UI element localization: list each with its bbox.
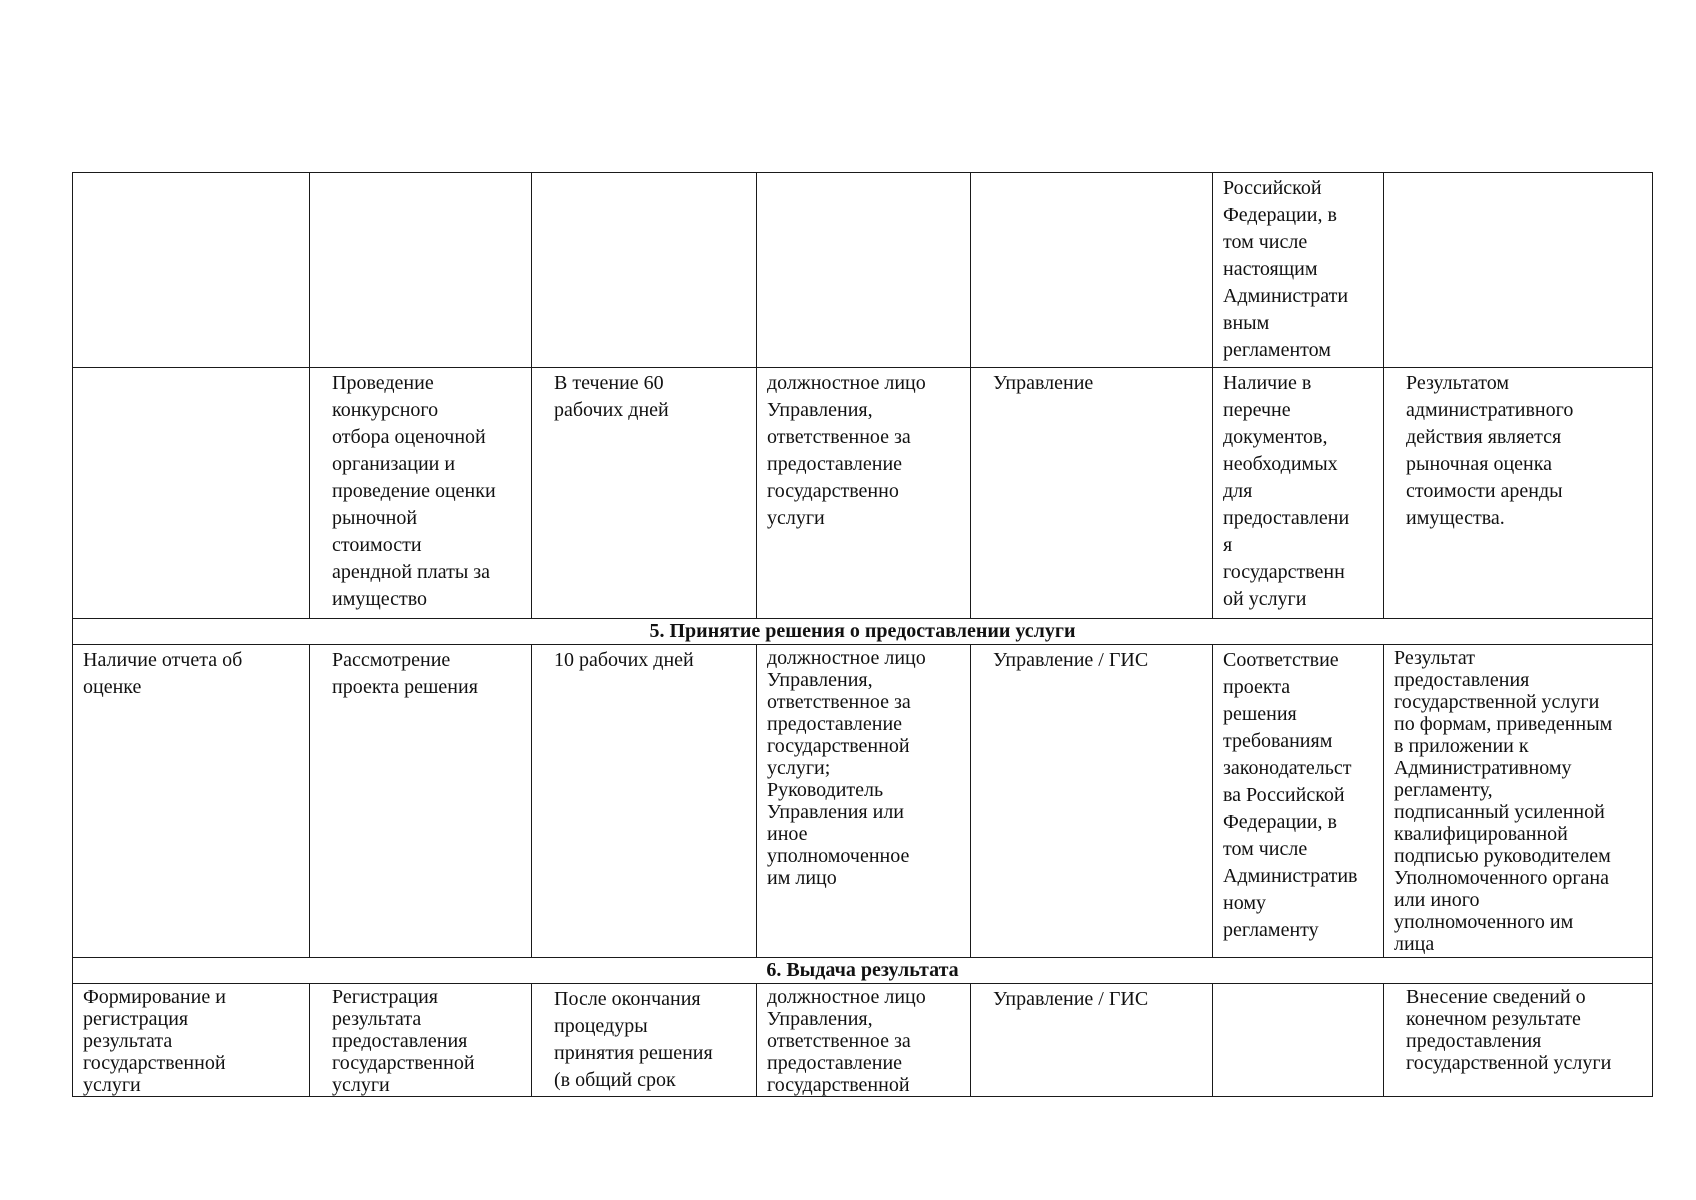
table-cell bbox=[310, 173, 532, 368]
section-row bbox=[73, 619, 1653, 645]
section-heading-5: 5. Принятие решения о предоставлении услуги bbox=[73, 619, 1653, 645]
table-cell: Наличие отчета об оценке bbox=[73, 645, 310, 958]
table-cell: Соответствие проекта решения требованиям законодательст ва Российской Федерации, в том числе Административ ному регламенту bbox=[1213, 645, 1384, 958]
table-cell bbox=[971, 173, 1213, 368]
table-cell bbox=[532, 173, 757, 368]
table-cell: Российской Федерации, в том числе настоящим Администрати вным регламентом bbox=[1213, 173, 1384, 368]
table-cell: Наличие в перечне документов, необходимых для предоставлени я государственн ой услуги bbox=[1213, 368, 1384, 619]
table-cell: Управление / ГИС bbox=[971, 984, 1213, 1097]
table-cell bbox=[1384, 173, 1653, 368]
table-cell bbox=[73, 368, 310, 619]
table-cell: 10 рабочих дней bbox=[532, 645, 757, 958]
table-cell bbox=[757, 173, 971, 368]
table-cell bbox=[73, 173, 310, 368]
table-cell: В течение 60 рабочих дней bbox=[532, 368, 757, 619]
table-cell: Рассмотрение проекта решения bbox=[310, 645, 532, 958]
section-heading-6: 6. Выдача результата bbox=[73, 958, 1653, 984]
regulation-table bbox=[72, 172, 1653, 1097]
table-cell: После окончания процедуры принятия решения (в общий срок bbox=[532, 984, 757, 1097]
table-cell: должностное лицо Управления, ответственное за предоставление государственной услуги; Руководитель Управления или иное уполномоченное им лицо bbox=[757, 645, 971, 958]
table-cell: Внесение сведений о конечном результате предоставления государственной услуги bbox=[1384, 984, 1653, 1097]
table-row bbox=[73, 173, 1653, 368]
table-cell: должностное лицо Управления, ответственное за предоставление государственной bbox=[757, 984, 971, 1097]
table-cell: Результатом административного действия является рыночная оценка стоимости аренды имущества. bbox=[1384, 368, 1653, 619]
table-cell: должностное лицо Управления, ответственное за предоставление государственно услуги bbox=[757, 368, 971, 619]
table-cell: Регистрация результата предоставления государственной услуги bbox=[310, 984, 532, 1097]
table-row bbox=[73, 984, 1653, 1097]
table-row bbox=[73, 645, 1653, 958]
table-cell: Результат предоставления государственной услуги по формам, приведенным в приложении к Административному регламенту, подписанный усиленной квалифицированной подписью руководителем Уполномоченного органа или иного уполномоченного им лица bbox=[1384, 645, 1653, 958]
table-row bbox=[73, 368, 1653, 619]
table-cell: Проведение конкурсного отбора оценочной организации и проведение оценки рыночной стоимости арендной платы за имущество bbox=[310, 368, 532, 619]
table-cell bbox=[1213, 984, 1384, 1097]
table-cell: Управление / ГИС bbox=[971, 645, 1213, 958]
table-cell: Управление bbox=[971, 368, 1213, 619]
table-cell: Формирование и регистрация результата государственной услуги bbox=[73, 984, 310, 1097]
section-row bbox=[73, 958, 1653, 984]
